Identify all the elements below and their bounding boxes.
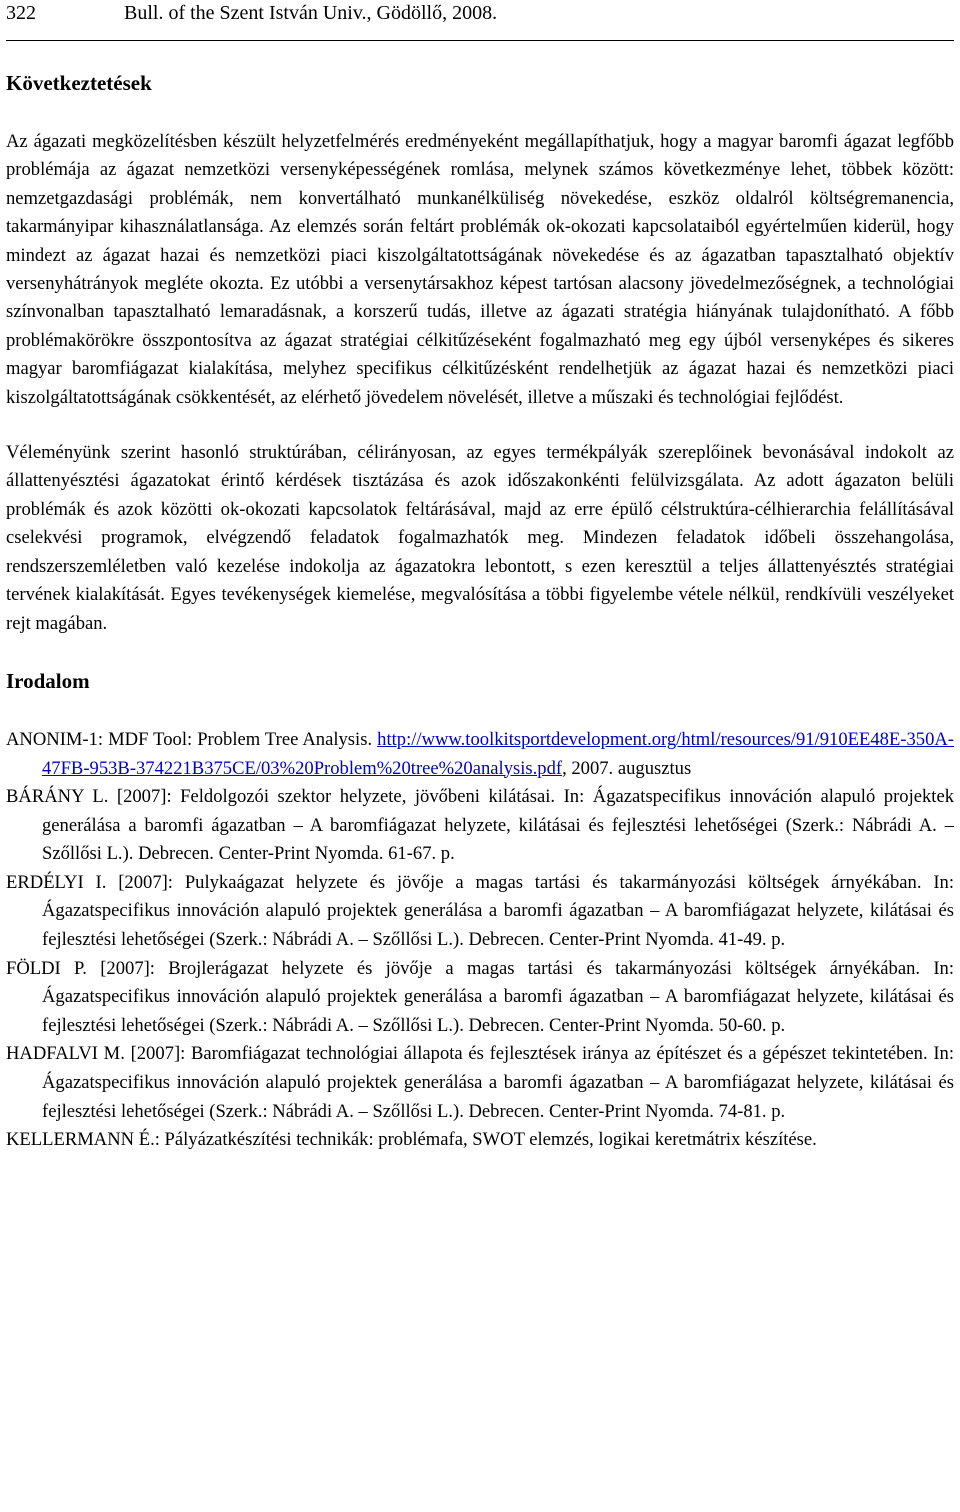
page-number: 322 [6,2,36,24]
conclusions-paragraph-2: Véleményünk szerint hasonló struktúrában, célirányosan, az egyes termékpályák szereplőinek bevonásával indokolt az állattenyésztési ágazatokat érintő kérdések tisztázása és azok időszakonkénti felülvizsgálata. Az adott ágazaton belüli problémák és azok közötti ok-okozati kapcsolatok feltárásával, majd az erre épülő célstruktúra-célhierarchia felállításával cselekvési programok, elvégzendő feladatok fogalmazhatók meg. Mindezen feladatok időbeli összehangolása, rendszerszemléletben való kezelése indokolja az ágazatokra lebontott, s ezen keresztül a teljes állattenyésztés stratégiai tervének kialakítását. Egyes tevékenységek kiemelése, megvalósítása a többi figyelembe vétele nélkül, rendkívüli veszélyeket rejt magában. [6,442,954,634]
reference-item-foldi: FÖLDI P. [2007]: Brojlerágazat helyzete és jövője a magas tartási és takarmányozási költségek árnyékában. In: Ágazatspecifikus innováción alapuló projektek generálása a baromfi ágazatban – A baromfiágazat helyzete, kilátásai és fejlesztési lehetőségei (Szerk.: Nábrádi A. – Szőllősi L.). Debrecen. Center-Print Nyomda. 50-60. p. [6,957,954,1036]
reference-item-barany: BÁRÁNY L. [2007]: Feldolgozói szektor helyzete, jövőbeni kilátásai. In: Ágazatspecifikus innováción alapuló projektek generálása a baromfi ágazatban – A baromfiágazat helyzete, kilátásai és fejlesztési lehetőségei (Szerk.: Nábrádi A. – Szőllősi L.). Debrecen. Center-Print Nyomda. 61-67. p. [6,786,954,865]
reference-url-link[interactable]: http://www.toolkitsportdevelopment.org/html/resources/91/910EE48E-350A-47FB-953B-374221B375CE/03%20Problem%20tree%20analysis.pdf [42,728,954,779]
reference-item-erdelyi: ERDÉLYI I. [2007]: Pulykaágazat helyzete és jövője a magas tartási és takarmányozási költségek árnyékában. In: Ágazatspecifikus innováción alapuló projektek generálása a baromfi ágazatban – A baromfiágazat helyzete, kilátásai és fejlesztési lehetőségei (Szerk.: Nábrádi A. – Szőllősi L.). Debrecen. Center-Print Nyomda. 41-49. p. [6,871,954,951]
journal-citation: Bull. of the Szent István Univ., Gödöllő, 2008. [124,2,498,24]
reference-text-tail: , 2007. augusztus [562,757,692,779]
reference-text: ANONIM-1: MDF Tool: Problem Tree Analysis. [6,728,378,750]
conclusions-paragraph-1: Az ágazati megközelítésben készült helyzetfelmérés eredményeként megállapíthatjuk, hogy a magyar baromfi ágazat legfőbb problémája az ágazat nemzetközi versenyképességének romlása, melynek számos következménye lehet, többek között: nemzetgazdasági problémák, nem konvertálható munkanélküliség növekedése, eszköz oldalról költségremanencia, takarmányipar kihasználatlansága. Az elemzés során feltárt problémák ok-okozati kapcsolataiból egyértelműen kiderül, hogy mindezt az ágazat hazai és nemzetközi piaci kiszolgáltatottságának növekedése és az ágazatban tapasztalható objektív versenyhátrányok megléte okozta. Ez utóbbi a versenytársakhoz képest tartósan alacsony jövedelmezőségnek, a technológiai színvonalban tapasztalható lemaradásnak, a korszerű tudás, illetve az ágazati stratégia hiányának tulajdonítható. A főbb problémakörökre összpontosítva az ágazat stratégiai célkitűzéseként fogalmazható meg egy újból versenyképes és sikeres magyar baromfiágazat kialakítása, melyhez specifikus célkitűzésként rendelhetjük az ágazat hazai és nemzetközi piaci kiszolgáltatottságának csökkentését, az elérhető jövedelem növelését, illetve a műszaki és technológiai fejlődést. [6,131,954,408]
running-header [6,0,954,41]
reference-item-anonim [6,726,954,783]
reference-item-kellermann: KELLERMANN É.: Pályázatkészítési technikák: problémafa, SWOT elemzés, logikai keretmátrix készítése. [6,1129,817,1151]
conclusions-heading: Következtetések [6,71,152,95]
references-heading: Irodalom [6,668,90,693]
reference-item-hadfalvi: HADFALVI M. [2007]: Baromfiágazat technológiai állapota és fejlesztések iránya az építészet és a gépészet tekintetében. In: Ágazatspecifikus innováción alapuló projektek generálása a baromfi ágazatban – A baromfiágazat helyzete, kilátásai és fejlesztési lehetőségei (Szerk.: Nábrádi A. – Szőllősi L.). Debrecen. Center-Print Nyomda. 74-81. p. [6,1043,954,1122]
reference-list [6,726,954,1155]
